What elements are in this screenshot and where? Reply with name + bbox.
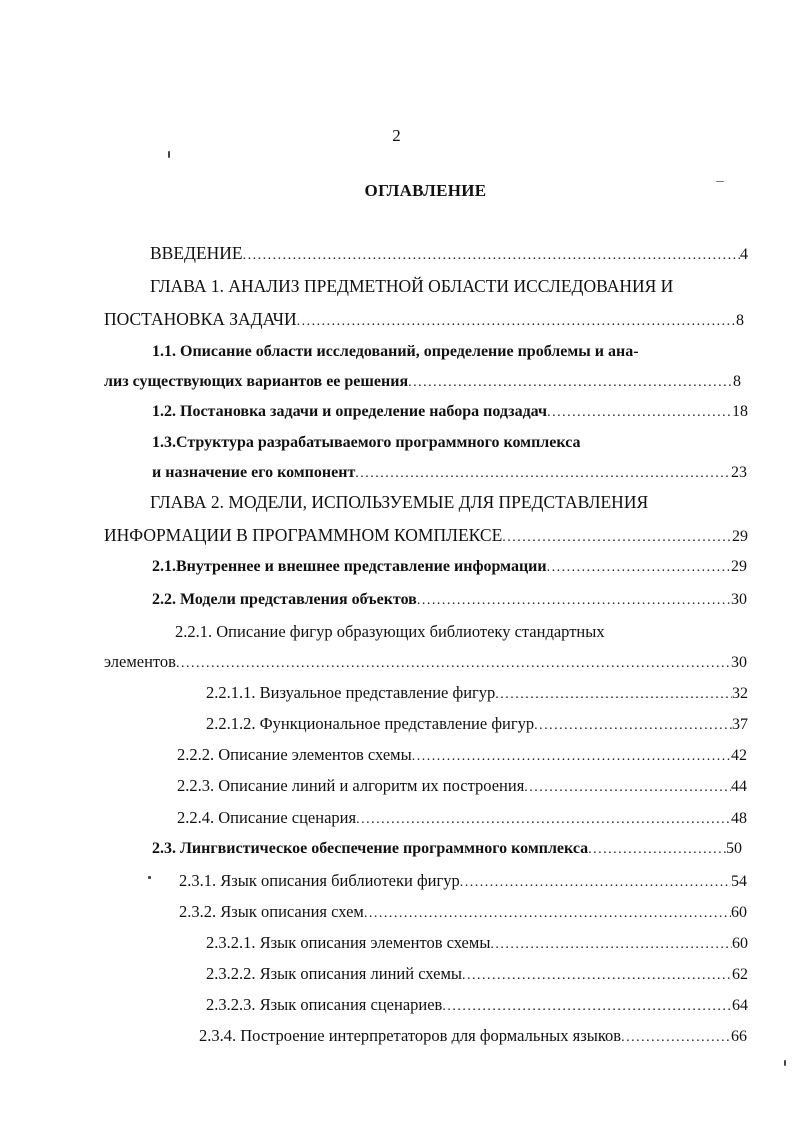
toc-entry-2-2-4[interactable]: [177, 808, 747, 830]
leader-dots: [176, 654, 731, 674]
toc-entry-section-1-1-cont[interactable]: [104, 372, 741, 393]
toc-entry-section-2-3[interactable]: [152, 839, 742, 860]
toc-page-number: 64: [732, 997, 748, 1014]
scan-speck: [784, 1060, 786, 1066]
leader-dots: [534, 716, 732, 736]
toc-page-number: 62: [732, 966, 748, 983]
toc-entry-text: элементов: [104, 652, 176, 671]
toc-entry-2-3-2-2[interactable]: [206, 964, 748, 986]
toc-page-number: 8: [736, 312, 744, 329]
toc-entry-text: 1.2. Постановка задачи и определение набора подзадач: [152, 403, 548, 420]
toc-entry-2-2-3[interactable]: [177, 776, 747, 798]
toc-entry-text: 2.1.Внутреннее и внешнее представление информации: [152, 558, 547, 575]
toc-page-number: 66: [731, 1028, 747, 1045]
toc-entry-text: 2.3.1. Язык описания библиотеки фигур: [179, 871, 460, 890]
toc-entry-text: 2.3.2.3. Язык описания сценариев: [206, 995, 443, 1014]
toc-entry-chapter-2[interactable]: [150, 492, 750, 512]
leader-dots: [547, 558, 731, 578]
toc-page-number: 30: [731, 591, 747, 608]
page-title: ОГЛАВЛЕНИЕ: [364, 181, 487, 200]
leader-dots: [502, 528, 732, 548]
toc-page-number: 32: [732, 685, 748, 702]
toc-entry-text: 2.3.2.2. Язык описания линий схемы: [206, 964, 462, 983]
toc-entry-text: 2.3.2.1. Язык описания элементов схемы: [206, 933, 491, 952]
toc-entry-chapter-2-cont[interactable]: [104, 525, 748, 548]
leader-dots: [408, 373, 733, 393]
toc-entry-text: 2.2.2. Описание элементов схемы: [177, 745, 412, 764]
toc-entry-text: ИНФОРМАЦИИ В ПРОГРАММНОМ КОМПЛЕКСЕ: [104, 525, 503, 545]
toc-entry-text: 2.2.1. Описание фигур образующих библиотеку стандартных: [175, 622, 605, 641]
toc-entry-text: 2.3.2. Язык описания схем: [179, 902, 364, 921]
toc-entry-2-3-2-3[interactable]: [206, 995, 748, 1017]
scan-speck: [716, 181, 724, 182]
leader-dots: [364, 904, 731, 924]
toc-page-number: 42: [731, 747, 747, 764]
leader-dots: [524, 778, 731, 798]
page-number: 2: [392, 126, 401, 145]
toc-page-number: 4: [740, 246, 748, 263]
toc-entry-2-3-4[interactable]: [199, 1026, 747, 1048]
toc-entry-section-1-1[interactable]: [152, 342, 742, 362]
toc-page-number: 29: [731, 558, 747, 575]
toc-entry-text: лиз существующих вариантов ее решения: [104, 373, 409, 390]
toc-entry-2-2-2[interactable]: [177, 745, 747, 767]
toc-entry-text: 1.1. Описание области исследований, определение проблемы и ана-: [152, 343, 639, 360]
toc-entry-text: 2.2.1.2. Функциональное представление фигур: [206, 714, 535, 733]
toc-page-number: 18: [732, 403, 748, 420]
toc-entry-2-3-2-1[interactable]: [206, 933, 748, 955]
toc-entry-text: 1.3.Структура разрабатываемого программного комплекса: [152, 434, 581, 451]
toc-entry-2-2-1-1[interactable]: [206, 683, 748, 705]
scan-speck: [168, 151, 170, 158]
leader-dots: [460, 873, 731, 893]
toc-page-number: 44: [731, 778, 747, 795]
toc-page-number: 8: [733, 373, 741, 390]
toc-page-number: 50: [726, 840, 742, 857]
leader-dots: [356, 810, 731, 830]
leader-dots: [462, 966, 732, 986]
leader-dots: [621, 1028, 731, 1048]
toc-entry-text: ГЛАВА 2. МОДЕЛИ, ИСПОЛЬЗУЕМЫЕ ДЛЯ ПРЕДСТАВЛЕНИЯ: [150, 492, 649, 512]
toc-entry-section-2-2[interactable]: [152, 590, 747, 611]
toc-entry-text: 2.2.4. Описание сценария: [177, 808, 357, 827]
toc-entry-introduction[interactable]: [150, 243, 748, 266]
leader-dots: [588, 840, 726, 860]
toc-page-number: 60: [732, 935, 748, 952]
scan-speck: [148, 876, 151, 879]
leader-dots: [355, 464, 731, 484]
toc-entry-text: ВВЕДЕНИЕ: [150, 243, 243, 263]
leader-dots: [412, 747, 731, 767]
toc-page-number: 23: [731, 464, 747, 481]
leader-dots: [243, 246, 740, 266]
toc-entry-2-2-1[interactable]: [175, 622, 695, 642]
toc-entry-section-2-1[interactable]: [152, 557, 747, 578]
toc-page-number: 30: [731, 654, 747, 671]
toc-entry-chapter-1-cont[interactable]: [104, 309, 744, 332]
toc-entry-section-1-3-cont[interactable]: [152, 463, 747, 484]
leader-dots: [495, 685, 732, 705]
toc-entry-text: 2.2. Модели представления объектов: [152, 591, 417, 608]
leader-dots: [417, 591, 731, 611]
leader-dots: [442, 997, 732, 1017]
leader-dots: [490, 935, 732, 955]
toc-entry-text: и назначение его компонент: [152, 464, 356, 481]
toc-entry-2-3-1[interactable]: [179, 871, 747, 893]
leader-dots: [297, 312, 736, 332]
leader-dots: [547, 403, 732, 423]
toc-entry-text: 2.2.3. Описание линий и алгоритм их построения: [177, 776, 525, 795]
toc-entry-text: 2.3. Лингвистическое обеспечение программного комплекса: [152, 840, 589, 857]
toc-entry-chapter-1[interactable]: [150, 276, 750, 296]
toc-entry-text: ПОСТАНОВКА ЗАДАЧИ: [104, 309, 297, 329]
toc-entry-2-2-1-cont[interactable]: [104, 652, 747, 674]
toc-page-number: 29: [732, 528, 748, 545]
toc-entry-text: 2.2.1.1. Визуальное представление фигур: [206, 683, 496, 702]
toc-entry-2-3-2[interactable]: [179, 902, 747, 924]
toc-entry-section-1-3[interactable]: [152, 433, 712, 453]
toc-entry-text: ГЛАВА 1. АНАЛИЗ ПРЕДМЕТНОЙ ОБЛАСТИ ИССЛЕДОВАНИЯ И: [150, 276, 674, 296]
toc-page-number: 37: [732, 716, 748, 733]
toc-entry-section-1-2[interactable]: [152, 402, 748, 423]
toc-entry-text: 2.3.4. Построение интерпретаторов для формальных языков: [199, 1026, 622, 1045]
toc-page-number: 60: [731, 904, 747, 921]
toc-entry-2-2-1-2[interactable]: [206, 714, 748, 736]
toc-page-number: 54: [731, 873, 747, 890]
toc-page-number: 48: [731, 810, 747, 827]
